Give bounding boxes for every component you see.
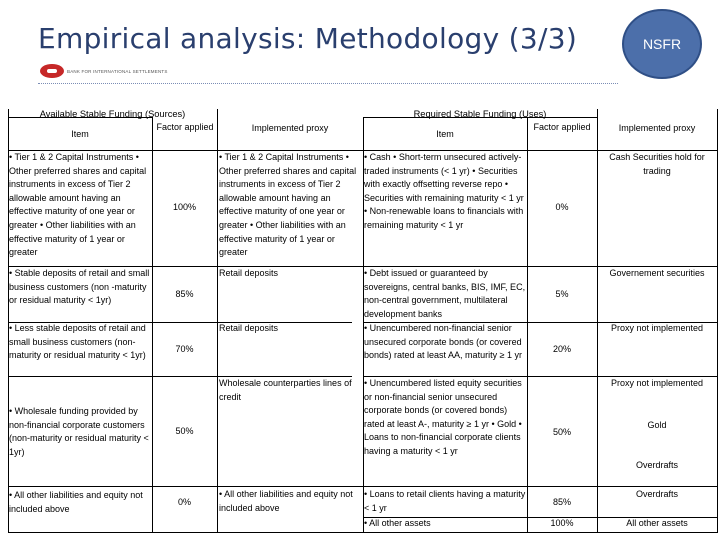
rsf-row-1-proxy: Cash Securities hold for trading: [609, 152, 705, 176]
bis-logo-icon: [40, 64, 64, 78]
rsf-row-4-proxy-1: Proxy not implemented: [610, 378, 704, 388]
bis-logo: [40, 64, 168, 78]
rsf-proxy-header: Implemented proxy: [618, 123, 696, 133]
rsf-row-1-factor: 0%: [555, 202, 569, 212]
asf-row-1-proxy: • Tier 1 & 2 Capital Instruments • Other preferred shares and capital instruments in excess of Tier 2 allowable amount having an effective maturity of one year or greater • Other liabilities with an effective maturity of 1 year or greater: [219, 152, 357, 258]
table-rule: [527, 117, 528, 533]
rsf-row-5-proxy: Overdrafts: [635, 489, 678, 499]
asf-row-4-proxy: Wholesale counterparties lines of credit: [219, 378, 352, 402]
asf-item-header: Item: [71, 129, 89, 139]
asf-row-2-item: • Stable deposits of retail and small business customers (non -maturity or residual maturity < 1yr): [9, 268, 150, 306]
asf-row-3-proxy: Retail deposits: [219, 323, 279, 333]
rsf-row-5-item: • Loans to retail clients having a maturity < 1 yr: [364, 489, 526, 513]
asf-row-2-proxy: Retail deposits: [219, 268, 279, 278]
nsfr-badge: NSFR: [622, 9, 702, 79]
asf-row-2-factor: 85%: [175, 289, 194, 299]
table-rule: [717, 109, 718, 533]
rsf-row-2-item: • Debt issued or guaranteed by sovereigns, central banks, BIS, IMF, EC, non-central government, multilateral development banks: [364, 268, 526, 319]
asf-row-5-factor: 0%: [177, 497, 191, 507]
rsf-row-2-proxy: Governement securities: [609, 268, 705, 278]
rsf-factor-header: Factor applied: [533, 122, 591, 132]
rsf-row-3-factor: 20%: [552, 344, 571, 354]
rsf-row-4-proxy-2: Gold: [647, 420, 667, 430]
asf-row-4-factor: 50%: [175, 426, 194, 436]
rsf-row-4-item: • Unencumbered listed equity securities or non-financial senior unsecured corporate bonds (or covered bonds) rated at least A-, maturity ≥ 1 yr • Gold • Loans to non-financial corporate clients having a maturity < 1 yr: [364, 378, 522, 456]
bis-logo-text: BANK FOR INTERNATIONAL SETTLEMENTS: [67, 68, 168, 74]
asf-section-title: Available Stable Funding (Sources): [39, 109, 186, 119]
title-divider: [38, 83, 618, 84]
asf-row-5-item: • All other liabilities and equity not included above: [9, 490, 143, 514]
page-title: Empirical analysis: Methodology (3/3): [38, 22, 578, 55]
rsf-item-header: Item: [436, 129, 454, 139]
rsf-row-3-proxy: Proxy not implemented: [610, 323, 704, 333]
table-rule: [152, 117, 153, 533]
rsf-row-4-proxy-3: Overdrafts: [635, 460, 678, 470]
asf-proxy-header: Implemented proxy: [251, 123, 329, 133]
rsf-row-4-factor: 50%: [552, 427, 571, 437]
asf-row-5-proxy: • All other liabilities and equity not included above: [219, 489, 353, 513]
rsf-row-3-item: • Unencumbered non-financial senior unsecured corporate bonds (or covered bonds) rated at least AA, maturity ≥ 1 yr: [364, 323, 523, 361]
rsf-row-6-item: • All other assets: [364, 518, 431, 528]
table-rule: [217, 109, 218, 533]
asf-row-4-item: • Wholesale funding provided by non-financial corporate customers (non-maturity or residual maturity < 1yr): [9, 406, 149, 457]
asf-factor-header: Factor applied: [156, 122, 214, 132]
rsf-section-title: Required Stable Funding (Uses): [413, 109, 547, 119]
rsf-row-2-factor: 5%: [555, 289, 569, 299]
rsf-row-5-factor: 85%: [552, 497, 571, 507]
rsf-row-6-proxy: All other assets: [626, 518, 688, 528]
asf-row-3-factor: 70%: [175, 344, 194, 354]
rsf-row-6-factor: 100%: [550, 518, 574, 528]
asf-row-1-item: • Tier 1 & 2 Capital Instruments • Other preferred shares and capital instruments in excess of Tier 2 allowable amount having an effective maturity of one year or greater • Other liabilities with an effective maturity of 1 year or greater: [9, 152, 147, 258]
asf-row-3-item: • Less stable deposits of retail and small business customers (non-maturity or residual maturity < 1yr): [9, 323, 146, 361]
asf-row-1-factor: 100%: [172, 202, 197, 212]
rsf-row-1-item: • Cash • Short-term unsecured actively-traded instruments (< 1 yr) • Securities with exactly offsetting reverse repo • Securities with remaining maturity < 1 yr • Non-renewable loans to financials with remaining maturity < 1 yr: [364, 152, 524, 230]
